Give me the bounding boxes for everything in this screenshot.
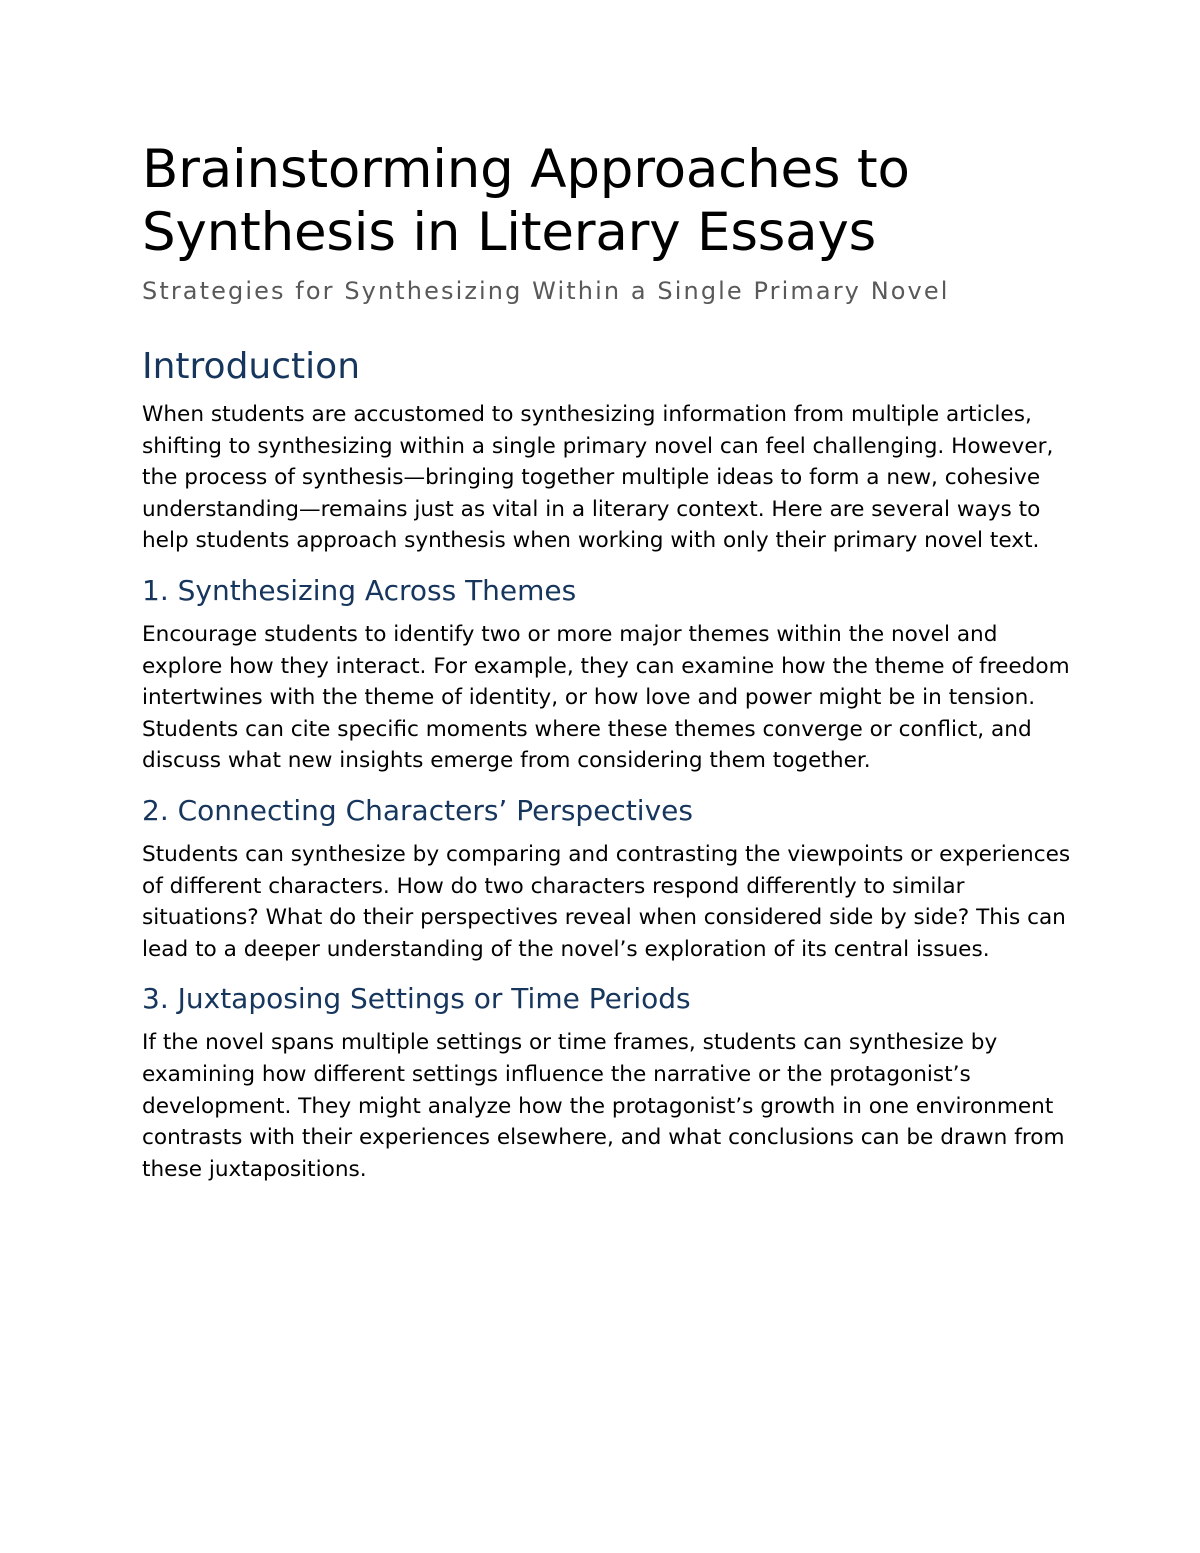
section-heading-settings: 3. Juxtaposing Settings or Time Periods	[142, 982, 691, 1016]
introduction-paragraph: When students are accustomed to synthesizing information from multiple articles, shifting to synthesizing within a single primary novel can feel challenging. However, the process of synthesis—bringing together multiple ideas to form a new, cohesive understanding—remains just as vital in a literary context. Here are several ways to help students approach synthesis when working with only their primary novel text.	[142, 402, 1054, 554]
section-heading-characters: 2. Connecting Characters’ Perspectives	[142, 793, 693, 827]
introduction-heading: Introduction	[142, 346, 361, 387]
section-paragraph-themes: Encourage students to identify two or more major themes within the novel and explore how they interact. For example, they can examine how the theme of freedom intertwines with the theme of identity, or how love and power might be in tension. Students can cite specific moments where these themes converge or conflict, and discuss what new insights emerge from considering them together.	[142, 621, 1070, 774]
document-page	[142, 138, 1072, 1185]
section-paragraph-characters: Students can synthesize by comparing and contrasting the viewpoints or experiences of different characters. How do two characters respond differently to similar situations? What do their perspectives reveal when considered side by side? This can lead to a deeper understanding of the novel’s exploration of its central issues.	[142, 841, 1071, 962]
document-subtitle: Strategies for Synthesizing Within a Single Primary Novel	[142, 277, 950, 305]
section-paragraph-settings: If the novel spans multiple settings or time frames, students can synthesize by examining how different settings influence the narrative or the protagonist’s development. They might analyze how the protagonist’s growth in one environment contrasts with their experiences elsewhere, and what conclusions can be drawn from these juxtapositions.	[142, 1030, 1065, 1182]
section-heading-themes: 1. Synthesizing Across Themes	[142, 573, 577, 607]
document-title: Brainstorming Approaches to Synthesis in Literary Essays	[142, 139, 910, 263]
